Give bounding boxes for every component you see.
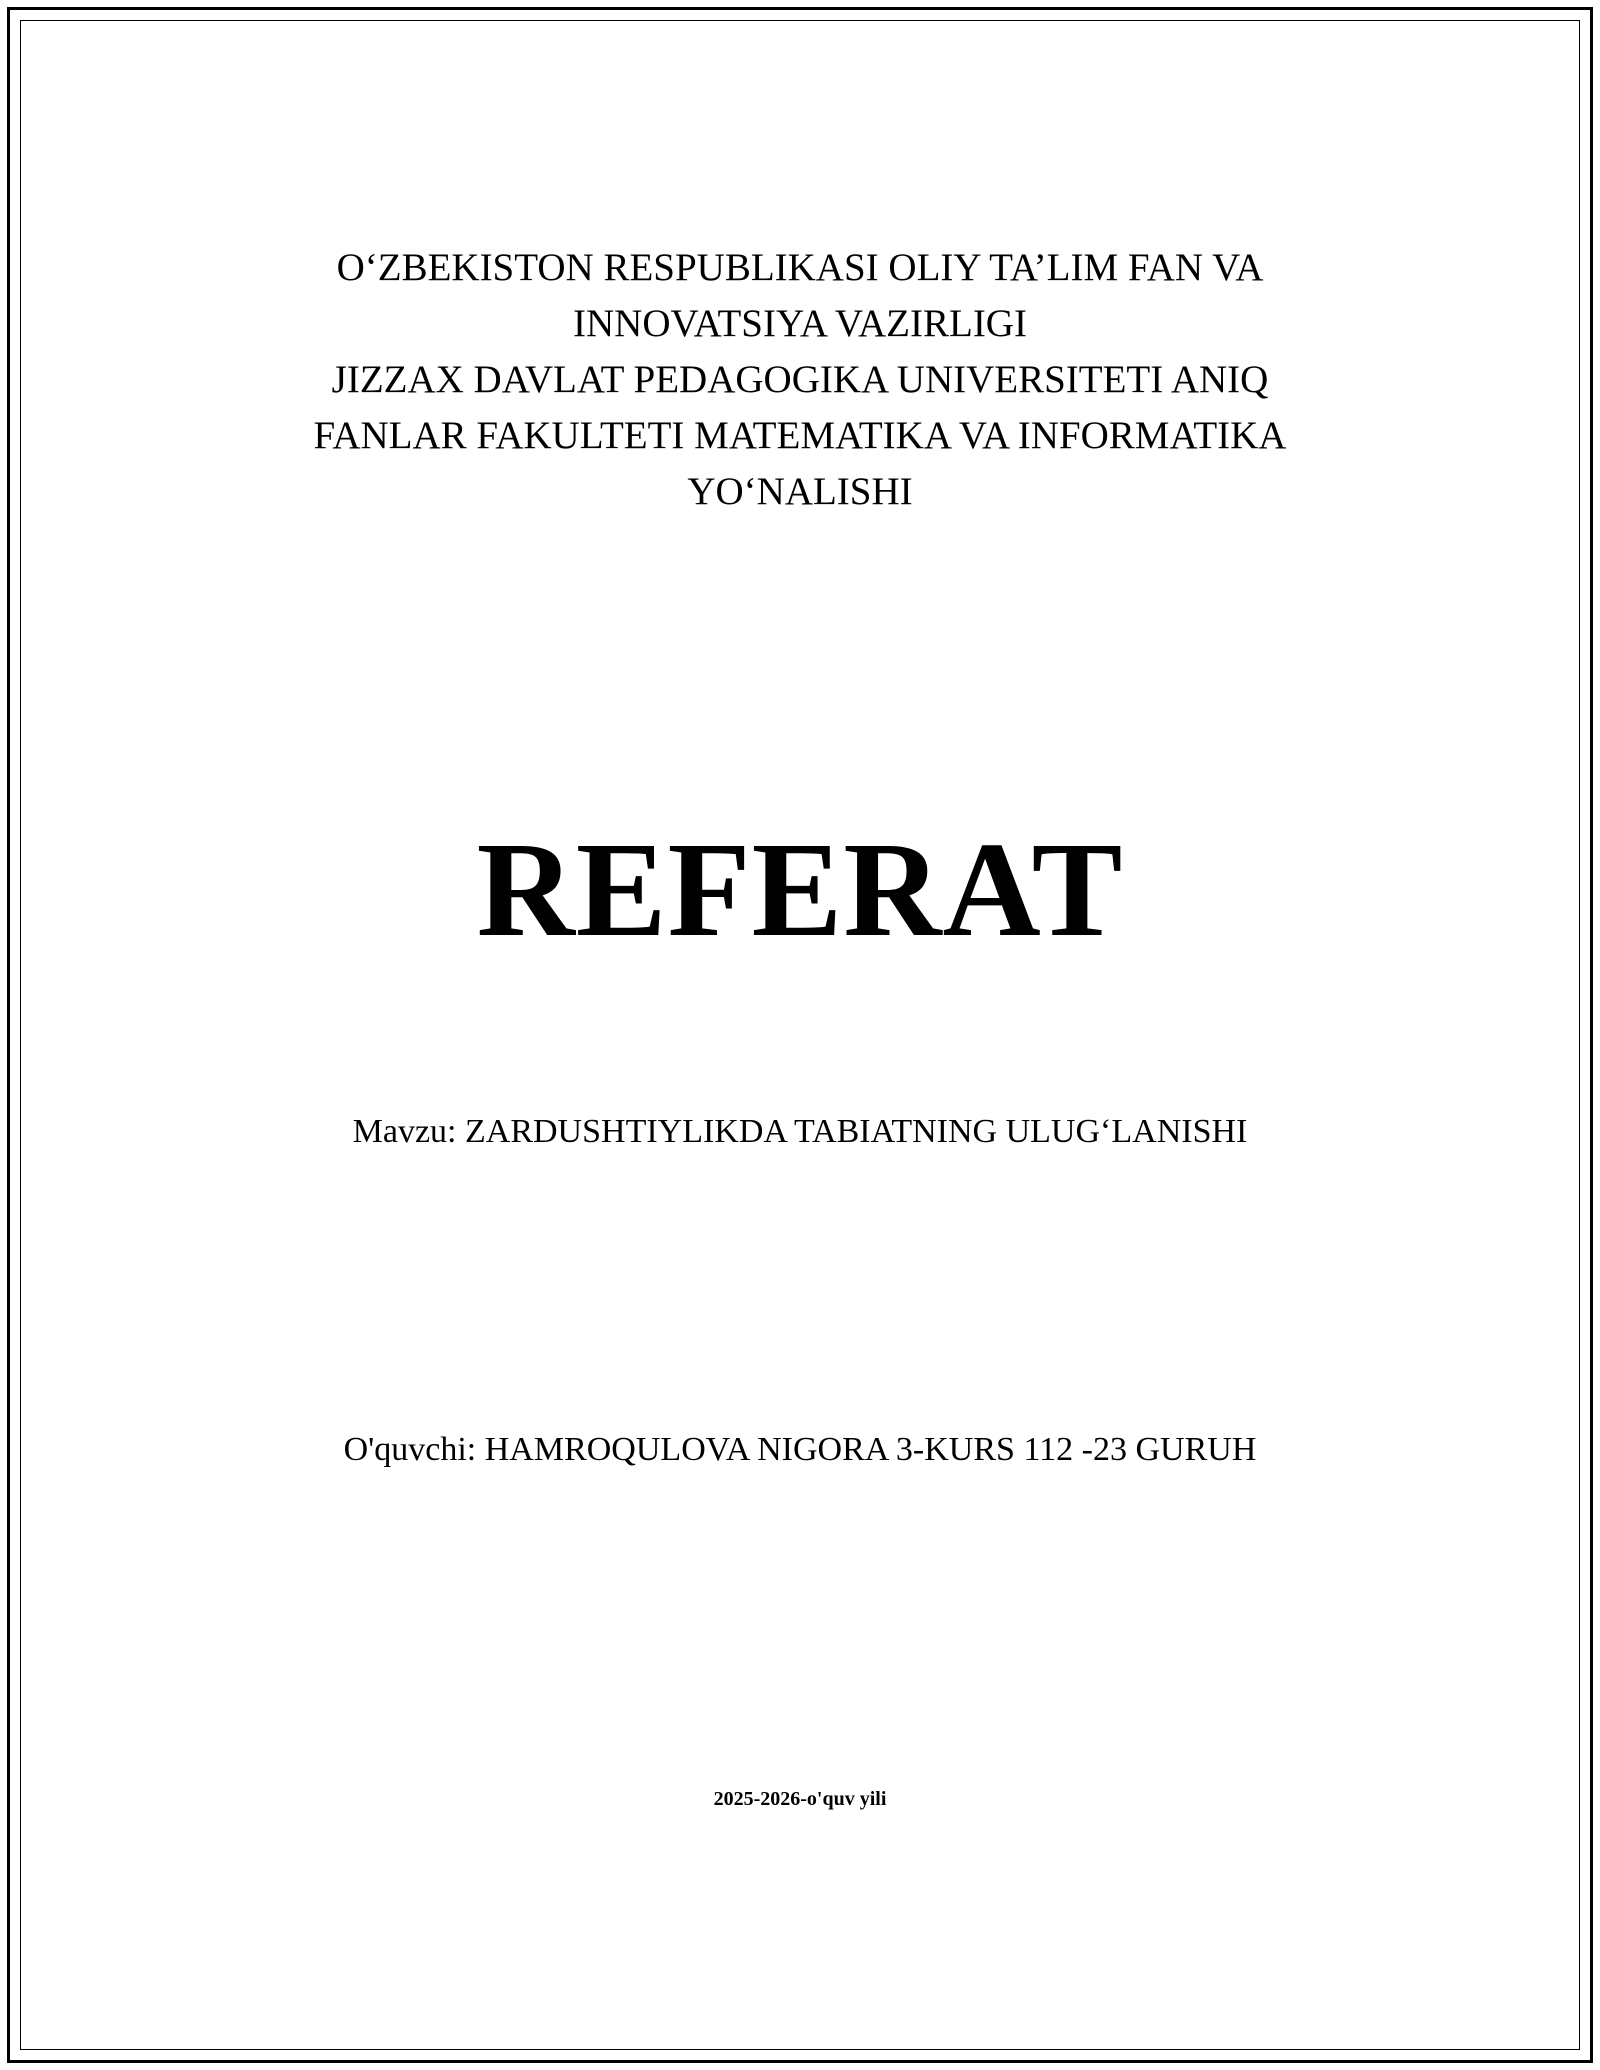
academic-year: 2025-2026-o'quv yili — [713, 1788, 887, 1810]
document-title: REFERAT — [476, 815, 1124, 965]
student-line: O'quvchi: HAMROQULOVA NIGORA 3-KURS 112 -23 GURUH — [343, 1431, 1257, 1468]
header-line-university: JIZZAX DAVLAT PEDAGOGIKA UNIVERSITETI ANIQ — [331, 358, 1269, 401]
header-line-direction: YO‘NALISHI — [687, 470, 913, 513]
header-line-ministry-1: O‘ZBEKISTON RESPUBLIKASI OLIY TA’LIM FAN VA — [336, 246, 1264, 289]
institution-header — [0, 240, 1600, 520]
header-line-faculty: FANLAR FAKULTETI MATEMATIKA VA INFORMATIKA — [313, 414, 1287, 457]
topic-line: Mavzu: ZARDUSHTIYLIKDA TABIATNING ULUG‘LANISHI — [352, 1113, 1248, 1150]
header-line-ministry-2: INNOVATSIYA VAZIRLIGI — [573, 302, 1027, 345]
